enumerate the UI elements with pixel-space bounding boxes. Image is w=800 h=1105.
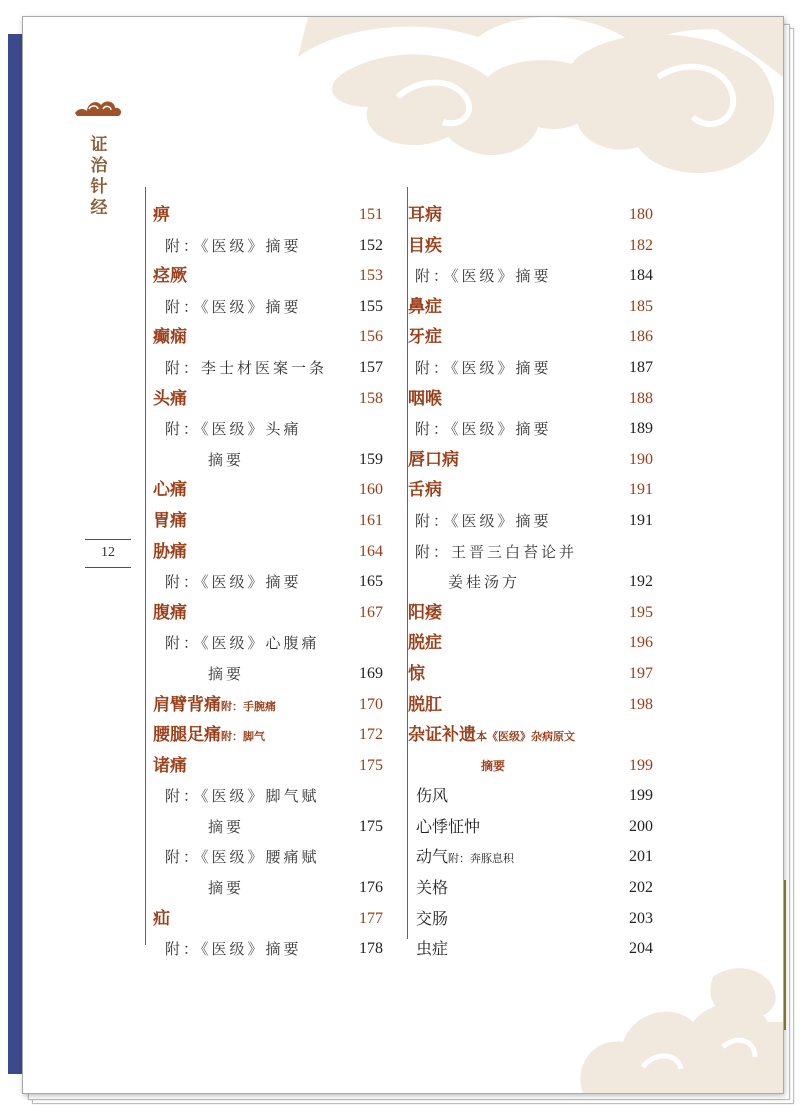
toc-entry-title-text: 摘要 — [208, 817, 245, 836]
toc-entry-page: 152 — [359, 236, 383, 254]
book-title-vertical: 证治针经 — [90, 135, 108, 218]
toc-entry-page: 170 — [359, 695, 383, 713]
toc-entry — [408, 598, 653, 629]
toc-entry — [408, 200, 653, 231]
toc-entry — [153, 751, 383, 782]
toc-entry-title-text: 附：《医级》摘要 — [415, 267, 552, 286]
toc-entry-title — [415, 353, 552, 384]
toc-entry-title-text: 咽喉 — [408, 388, 442, 409]
toc-entry-title-text: 摘要 — [208, 450, 245, 469]
toc-entry-title — [408, 384, 442, 415]
toc-entry-note: 附：脚气 — [221, 730, 265, 744]
toc-entry-title-text: 癫痫 — [153, 327, 187, 348]
toc-entry-page: 203 — [629, 909, 653, 927]
toc-entry-title-text: 头痛 — [153, 388, 187, 409]
toc-entry-title-text: 脱肛 — [408, 694, 442, 715]
toc-entry-title — [408, 200, 442, 231]
toc-entry-page: 185 — [629, 297, 653, 315]
toc-entry-title — [408, 690, 442, 721]
toc-entry-page: 199 — [629, 787, 653, 805]
toc-entry-title — [165, 934, 302, 965]
toc-entry — [408, 567, 653, 598]
toc-entry-title-text: 腰腿足痛 — [153, 725, 221, 746]
toc-entry-title — [416, 812, 480, 843]
toc-right-column — [408, 200, 653, 965]
toc-entry — [408, 690, 653, 721]
toc-entry-page: 182 — [629, 236, 653, 254]
toc-entry-title — [448, 567, 520, 598]
toc-entry-title — [208, 873, 244, 904]
toc-entry — [153, 537, 383, 568]
toc-entry-title-text: 目疾 — [408, 235, 442, 256]
toc-entry-title — [165, 628, 320, 659]
toc-entry-title-text: 胃痛 — [153, 510, 187, 531]
toc-entry — [408, 781, 653, 812]
toc-entry — [153, 628, 383, 659]
toc-entry — [153, 873, 383, 904]
toc-entry — [408, 720, 653, 751]
toc-entry-page: 200 — [629, 817, 653, 835]
cloud-logo-icon — [73, 95, 123, 119]
toc-entry-title — [408, 445, 459, 476]
cloud-ornament-top — [278, 17, 783, 187]
toc-entry-title-text: 附：《医级》摘要 — [165, 940, 302, 959]
toc-entry-page: 197 — [629, 664, 653, 682]
toc-entry-title-text: 附：王晋三白苔论并 — [415, 542, 578, 561]
toc-entry-page: 169 — [359, 664, 383, 682]
toc-entry-page: 191 — [629, 481, 653, 499]
toc-left-column — [153, 200, 383, 965]
toc-entry-page: 153 — [359, 267, 383, 285]
toc-entry-title — [153, 537, 187, 568]
toc-entry — [408, 842, 653, 873]
toc-entry-title-text: 附：《医级》摘要 — [165, 236, 302, 255]
toc-entry-title — [408, 598, 442, 629]
toc-entry-title — [416, 781, 448, 812]
toc-entry-page: 151 — [359, 206, 383, 223]
toc-entry-note: 本《医级》杂病原文 — [476, 730, 575, 744]
toc-entry-title — [415, 506, 552, 537]
toc-entry-page: 195 — [629, 603, 653, 621]
toc-entry-page: 192 — [629, 573, 653, 591]
toc-entry-title-text: 附：《医级》摘要 — [165, 573, 302, 592]
toc-entry — [408, 506, 653, 537]
toc-entry-title — [416, 842, 514, 875]
toc-entry-title-text: 疝 — [153, 908, 170, 929]
toc-entry-title — [165, 292, 302, 323]
toc-entry-page: 202 — [629, 879, 653, 897]
toc-entry-title — [408, 231, 442, 262]
toc-entry-title-text: 附：《医级》摘要 — [415, 420, 552, 439]
toc-entry — [153, 231, 383, 262]
toc-entry-title — [165, 231, 302, 262]
toc-entry-title-text: 鼻症 — [408, 296, 442, 317]
toc-entry-page: 176 — [359, 879, 383, 897]
toc-entry-page: 175 — [359, 756, 383, 774]
toc-entry-page: 161 — [359, 511, 383, 529]
toc-entry — [153, 506, 383, 537]
toc-entry-title-text: 附：《医级》摘要 — [415, 511, 552, 530]
toc-entry — [408, 751, 653, 782]
toc-entry-page: 167 — [359, 603, 383, 621]
toc-entry-page: 188 — [629, 389, 653, 407]
toc-entry-page: 191 — [629, 511, 653, 529]
toc-entry-title-text: 关格 — [416, 878, 449, 898]
toc-entry-title — [153, 506, 187, 537]
toc-entry-title — [153, 475, 187, 506]
toc-entry-page: 155 — [359, 297, 383, 315]
toc-entry-title — [208, 659, 244, 690]
toc-entry — [408, 261, 653, 292]
toc-entry-title — [416, 873, 448, 904]
toc-entry-title-text: 杂证补遗 — [408, 725, 476, 746]
toc-entry — [408, 873, 653, 904]
toc-entry — [153, 384, 383, 415]
toc-entry-page: 157 — [359, 358, 383, 376]
cloud-ornament-bottom — [563, 967, 783, 1093]
toc-entry — [153, 353, 383, 384]
toc-entry-title — [165, 842, 320, 873]
toc-entry — [153, 200, 383, 231]
toc-entry-title-text: 牙症 — [408, 327, 442, 348]
toc-entry — [153, 781, 383, 812]
toc-entry-title-text: 伤风 — [416, 786, 449, 806]
toc-entry-page: 165 — [359, 573, 383, 591]
toc-entry-title — [408, 628, 442, 659]
toc-entry — [153, 598, 383, 629]
column-divider-left — [145, 187, 146, 945]
toc-entry — [408, 475, 653, 506]
toc-entry — [153, 934, 383, 965]
toc-entry-page: 164 — [359, 542, 383, 560]
toc-entry — [153, 659, 383, 690]
toc-entry-title-text: 附：《医级》脚气赋 — [165, 787, 320, 806]
toc-entry — [408, 445, 653, 476]
toc-entry-title — [416, 934, 448, 965]
page-number-text: 12 — [101, 545, 115, 560]
toc-entry-title-text: 诸痛 — [153, 755, 187, 776]
toc-entry-page: 158 — [359, 389, 383, 407]
toc-entry-page: 186 — [629, 328, 653, 346]
toc-entry — [153, 842, 383, 873]
toc-entry-title — [165, 353, 327, 384]
toc-entry-title-text: 惊 — [408, 663, 425, 684]
toc-entry — [408, 414, 653, 445]
toc-entry-title-text: 附：《医级》心腹痛 — [165, 634, 320, 653]
toc-entry-note: 附：手腕痛 — [221, 699, 276, 713]
toc-entry-title-text: 摘要 — [481, 758, 506, 773]
toc-entry-title — [416, 904, 448, 935]
toc-entry-page: 177 — [359, 909, 383, 927]
page-number — [85, 539, 131, 568]
toc-entry — [408, 292, 653, 323]
toc-entry-title-text: 阳痿 — [408, 602, 442, 623]
toc-entry-title — [165, 414, 302, 445]
toc-entry-note: 附：奔豚息积 — [448, 852, 515, 866]
toc-entry-title-text: 摘要 — [208, 879, 245, 898]
toc-entry-page: 199 — [629, 756, 653, 774]
toc-entry-page: 184 — [629, 267, 653, 285]
toc-entry — [408, 904, 653, 935]
toc-entry-page: 201 — [629, 848, 653, 866]
toc-entry — [408, 231, 653, 262]
toc-entry-title-text: 胁痛 — [153, 541, 187, 562]
toc-entry-title — [481, 751, 505, 782]
toc-entry — [153, 322, 383, 353]
toc-entry — [408, 628, 653, 659]
toc-entry-title-text: 附：李士材医案一条 — [165, 358, 328, 377]
toc-entry-page: 204 — [629, 940, 653, 958]
toc-entry-title — [153, 200, 170, 231]
toc-entry-title — [408, 322, 442, 353]
toc-entry-title-text: 虫症 — [416, 939, 449, 959]
toc-entry-page: 156 — [359, 328, 383, 346]
toc-entry-title-text: 附：《医级》摘要 — [415, 358, 552, 377]
toc-entry — [408, 812, 653, 843]
toc-entry — [408, 537, 653, 568]
toc-entry-title — [165, 781, 320, 812]
toc-entry — [153, 812, 383, 843]
toc-entry-title — [153, 261, 187, 292]
toc-page — [22, 16, 784, 1094]
toc-entry — [408, 353, 653, 384]
toc-entry-title — [153, 598, 187, 629]
toc-entry — [408, 384, 653, 415]
toc-entry-title — [153, 904, 170, 935]
toc-entry — [153, 475, 383, 506]
toc-entry-title-text: 唇口病 — [408, 449, 459, 470]
toc-entry — [408, 659, 653, 690]
toc-entry-title-text: 附：《医级》摘要 — [165, 297, 302, 316]
toc-entry — [153, 690, 383, 721]
toc-entry-title-text: 肩臂背痛 — [153, 694, 221, 715]
toc-entry-title — [415, 261, 552, 292]
toc-entry — [153, 445, 383, 476]
toc-entry-title-text: 痉厥 — [153, 266, 187, 287]
toc-entry-title — [153, 720, 265, 753]
toc-entry-title-text: 交肠 — [416, 908, 449, 928]
toc-entry — [153, 261, 383, 292]
toc-entry — [153, 720, 383, 751]
toc-entry-page: 178 — [359, 940, 383, 958]
toc-entry-title-text: 摘要 — [208, 664, 245, 683]
toc-entry-title-text: 附：《医级》腰痛赋 — [165, 848, 320, 867]
toc-entry-title — [208, 812, 244, 843]
toc-entry-page: 160 — [359, 481, 383, 499]
toc-entry-title-text: 心悸怔忡 — [416, 816, 481, 836]
toc-entry-title-text: 附：《医级》头痛 — [165, 420, 302, 439]
toc-entry-title — [408, 720, 575, 753]
toc-entry-title-text: 舌病 — [408, 480, 442, 501]
toc-entry-page: 198 — [629, 695, 653, 713]
toc-entry-title — [208, 445, 244, 476]
toc-entry-title-text: 心痛 — [153, 480, 187, 501]
toc-entry-title — [153, 322, 187, 353]
toc-entry-title-text: 腹痛 — [153, 602, 187, 623]
toc-entry-title — [153, 690, 276, 723]
toc-entry-page: 175 — [359, 817, 383, 835]
toc-entry-title-text: 脱症 — [408, 633, 442, 654]
toc-entry-page: 172 — [359, 726, 383, 744]
toc-entry-title — [408, 475, 442, 506]
toc-entry-title — [415, 414, 552, 445]
toc-entry-page: 190 — [629, 450, 653, 468]
toc-entry-title — [153, 751, 187, 782]
toc-entry-title-text: 痹 — [153, 205, 170, 225]
toc-entry-page: 180 — [629, 206, 653, 223]
toc-entry-title — [408, 292, 442, 323]
toc-entry-title — [408, 659, 425, 690]
toc-entry — [408, 322, 653, 353]
toc-entry — [408, 934, 653, 965]
toc-entry-title-text: 耳病 — [408, 205, 442, 225]
toc-entry-title — [153, 384, 187, 415]
toc-entry-page: 196 — [629, 634, 653, 652]
toc-entry-page: 159 — [359, 450, 383, 468]
toc-entry-title — [165, 567, 302, 598]
toc-entry-title-text: 动气 — [416, 847, 449, 867]
toc-entry — [153, 567, 383, 598]
toc-entry — [153, 414, 383, 445]
toc-entry-page: 189 — [629, 420, 653, 438]
toc-entry-page: 187 — [629, 358, 653, 376]
toc-entry-title-text: 姜桂汤方 — [448, 573, 521, 592]
toc-entry — [153, 292, 383, 323]
toc-entry-title — [415, 537, 577, 568]
toc-entry — [153, 904, 383, 935]
